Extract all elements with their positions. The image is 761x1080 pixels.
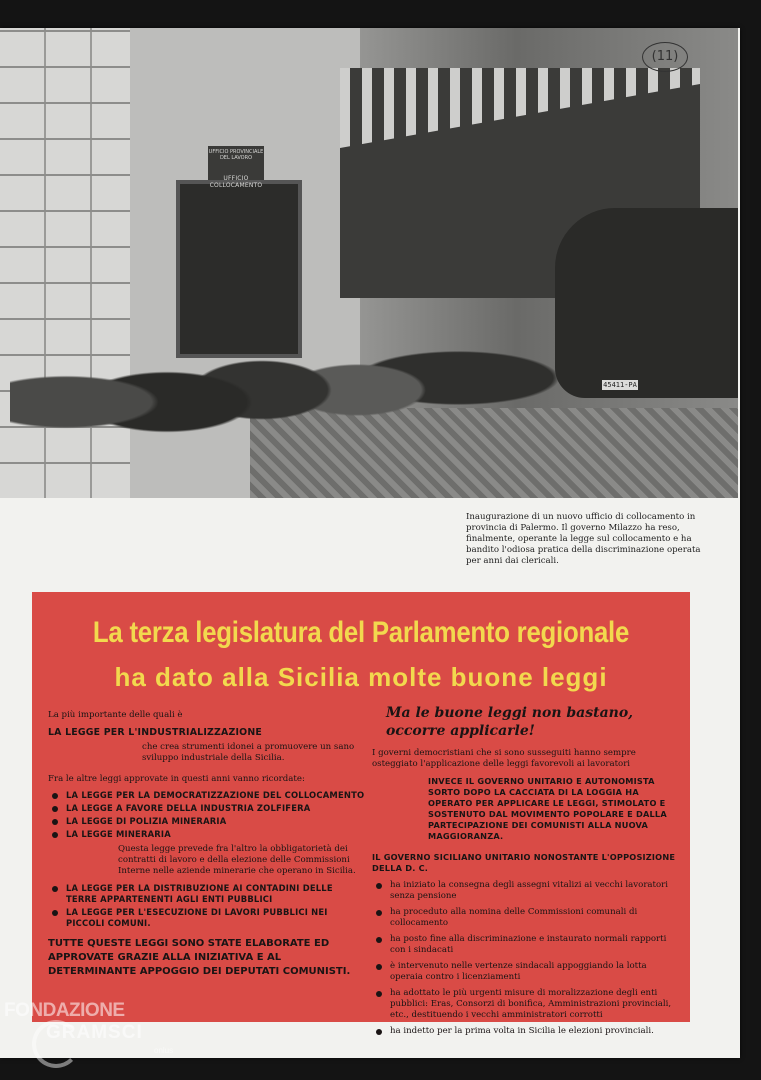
watermark-line-3: onlus [154, 1046, 174, 1055]
right-item-1: ha proceduto alla nomina delle Commissioni comunali di collocamento [390, 907, 638, 928]
list-item [48, 803, 366, 814]
right-item-0: ha iniziato la consegna degli assegni vitalizi ai vecchi lavoratori senza pensione [390, 880, 669, 901]
list-item [48, 907, 366, 929]
bullet-icon [376, 964, 382, 970]
panel-subtitle: ha dato alla Sicilia molte buone leggi [114, 662, 608, 692]
law-4: LA LEGGE PER LA DISTRIBUZIONE AI CONTADINI DELLE TERRE APPARTENENTI AGLI ENTI PUBBLICI [66, 883, 333, 904]
right-para-3: IL GOVERNO SICILIANO UNITARIO NONOSTANTE L'OPPOSIZIONE DELLA D. C. [372, 852, 676, 873]
law-5: LA LEGGE PER L'ESECUZIONE DI LAVORI PUBBLICI NEI PICCOLI COMUNI. [66, 907, 328, 928]
list-item [48, 816, 366, 827]
law-0: LA LEGGE PER LA DEMOCRATIZZAZIONE DEL COLLOCAMENTO [66, 790, 365, 800]
photo-caption: Inaugurazione di un nuovo ufficio di collocamento in provincia di Palermo. Il governo Milazzo ha reso, finalmente, operante la legge sul collocamento e ha bandito l'odiosa pratica della discriminazione operata per anni dai clericali. [466, 512, 701, 566]
list-item [372, 988, 682, 1021]
right-para-2: INVECE IL GOVERNO UNITARIO E AUTONOMISTA SORTO DOPO LA CACCIATA DI LA LOGGIA HA OPERATO PER APPLICARE LE LEGGI, STIMOLATO E SOSTENUTO DAL MOVIMENTO POPOLARE E DALLA PARTECIPAZIONE DEI COMUNISTI ALLA NUOVA MAGGIORANZA. [428, 776, 667, 841]
bullet-icon [52, 819, 58, 825]
bullet-icon [376, 937, 382, 943]
bullet-icon [376, 1029, 382, 1035]
list-item [372, 934, 682, 956]
archive-stamp: (11) [642, 42, 688, 72]
document-page [0, 28, 740, 1058]
list-item [372, 1026, 682, 1037]
license-plate: 45411-PA [603, 381, 637, 389]
mineraria-desc: Questa legge prevede fra l'altro la obbligatorietà dei contratti di lavoro e della elezione delle Commissioni Interne nelle aziende minerarie che operano in Sicilia. [118, 844, 356, 876]
bullet-icon [52, 910, 58, 916]
bullet-icon [52, 793, 58, 799]
list-item [372, 880, 682, 902]
watermark-line-1: FONDAZIONE [4, 1000, 125, 1021]
bullet-icon [376, 883, 382, 889]
intro-text: La più importante delle quali è [48, 710, 183, 720]
office-sign [208, 146, 264, 189]
law-3: LA LEGGE MINERARIA [66, 829, 171, 839]
left-column [48, 710, 366, 979]
bullet-icon [376, 991, 382, 997]
list-item [48, 790, 366, 801]
law-1: LA LEGGE A FAVORE DELLA INDUSTRIA ZOLFIFERA [66, 803, 311, 813]
bullet-icon [52, 832, 58, 838]
right-item-4: ha adottato le più urgenti misure di moralizzazione degli enti pubblici: Eras, Consorzi di bonifica, Amministrazioni provinciali, etc., destituendo i vecchi amministratori corrotti [390, 988, 672, 1020]
right-item-5: ha indetto per la prima volta in Sicilia le elezioni provinciali. [390, 1026, 654, 1036]
right-item-3: è intervenuto nelle vertenze sindacali appoggiando la lotta operaia contro i licenziamenti [390, 961, 647, 982]
bullet-icon [52, 886, 58, 892]
right-item-2: ha posto fine alla discriminazione e instaurato normali rapporti con i sindacati [390, 934, 667, 955]
panel-title: La terza legislatura del Parlamento regionale [92, 616, 630, 649]
list-item [372, 961, 682, 983]
car [555, 208, 738, 398]
list-item [372, 907, 682, 929]
right-column [372, 704, 682, 1042]
crowd [10, 258, 570, 498]
right-headline: Ma le buone leggi non bastano, occorre applicarle! [386, 705, 634, 739]
bullet-icon [52, 806, 58, 812]
others-intro: Fra le altre leggi approvate in questi anni vanno ricordate: [48, 774, 305, 784]
main-law-desc: che crea strumenti idonei a promuovere un sano sviluppo industriale della Sicilia. [142, 742, 355, 763]
right-para-1: I governi democristiani che si sono susseguiti hanno sempre osteggiato l'applicazione delle leggi favorevoli ai lavoratori [372, 748, 636, 769]
office-sign-small: UFFICIO PROVINCIALE DEL LAVORO [208, 149, 264, 161]
main-law: LA LEGGE PER L'INDUSTRIALIZZAZIONE [48, 727, 262, 738]
law-2: LA LEGGE DI POLIZIA MINERARIA [66, 816, 227, 826]
final-statement: TUTTE QUESTE LEGGI SONO STATE ELABORATE ED APPROVATE GRAZIE ALLA INIZIATIVA E AL DETERMINANTE APPOGGIO DEI DEPUTATI COMUNISTI. [48, 938, 351, 977]
watermark-logo [4, 996, 204, 1076]
bullet-icon [376, 910, 382, 916]
list-item [48, 883, 366, 905]
list-item [48, 829, 366, 840]
watermark-line-2: GRAMSCI [46, 1022, 143, 1043]
press-photo [0, 28, 738, 498]
office-sign-big: UFFICIO COLLOCAMENTO [209, 175, 263, 189]
